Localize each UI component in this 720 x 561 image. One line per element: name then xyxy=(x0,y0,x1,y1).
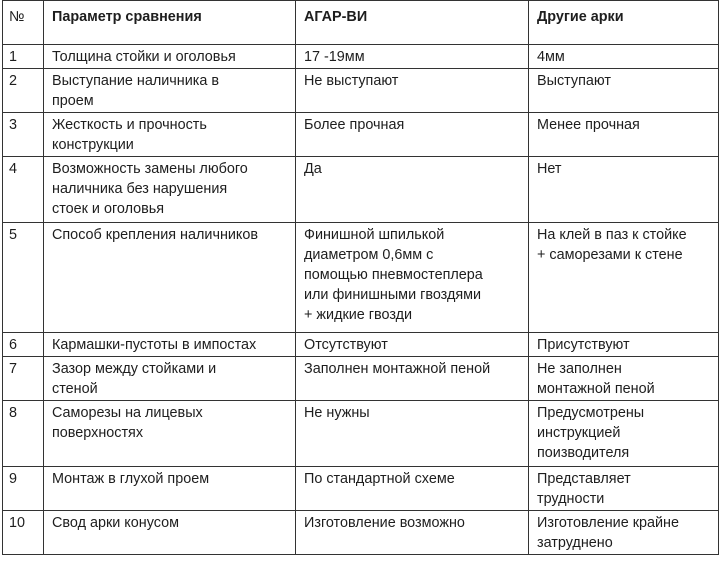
row-other: Присутствуют xyxy=(529,333,719,357)
table-row xyxy=(3,223,719,333)
row-param: Саморезы на лицевых поверхностях xyxy=(44,401,296,467)
row-num: 8 xyxy=(3,401,44,467)
row-other: Предусмотрены инструкцией поизводителя xyxy=(529,401,719,467)
row-num: 7 xyxy=(3,357,44,401)
row-num: 9 xyxy=(3,467,44,511)
row-param: Жесткость и прочность конструкции xyxy=(44,113,296,157)
row-num: 3 xyxy=(3,113,44,157)
row-agar: Финишной шпилькой диаметром 0,6мм с помощью пневмостеплера или финишными гвоздями + жидкие гвозди xyxy=(296,223,529,333)
row-other: Представляет трудности xyxy=(529,467,719,511)
table-row xyxy=(3,113,719,157)
table-row xyxy=(3,467,719,511)
row-param: Свод арки конусом xyxy=(44,511,296,555)
row-param: Монтаж в глухой проем xyxy=(44,467,296,511)
row-num: 2 xyxy=(3,69,44,113)
header-num: № xyxy=(3,1,44,45)
row-param: Зазор между стойками и стеной xyxy=(44,357,296,401)
header-param: Параметр сравнения xyxy=(44,1,296,45)
row-other: Выступают xyxy=(529,69,719,113)
row-num: 6 xyxy=(3,333,44,357)
table-row xyxy=(3,333,719,357)
row-agar: 17 -19мм xyxy=(296,45,529,69)
comparison-table xyxy=(2,0,719,555)
row-num: 4 xyxy=(3,157,44,223)
row-agar: Заполнен монтажной пеной xyxy=(296,357,529,401)
row-agar: Не выступают xyxy=(296,69,529,113)
table-row xyxy=(3,401,719,467)
row-param: Возможность замены любого наличника без нарушения стоек и оголовья xyxy=(44,157,296,223)
table-row xyxy=(3,511,719,555)
table-row xyxy=(3,157,719,223)
row-agar: Не нужны xyxy=(296,401,529,467)
row-other: Не заполнен монтажной пеной xyxy=(529,357,719,401)
table-header-row xyxy=(3,1,719,45)
table-row xyxy=(3,45,719,69)
row-param: Кармашки-пустоты в импостах xyxy=(44,333,296,357)
row-other: 4мм xyxy=(529,45,719,69)
row-param: Толщина стойки и оголовья xyxy=(44,45,296,69)
row-other: Нет xyxy=(529,157,719,223)
row-other: На клей в паз к стойке + саморезами к стене xyxy=(529,223,719,333)
row-agar: Отсутствуют xyxy=(296,333,529,357)
row-param: Выступание наличника в проем xyxy=(44,69,296,113)
row-agar: Более прочная xyxy=(296,113,529,157)
row-num: 10 xyxy=(3,511,44,555)
table-row xyxy=(3,357,719,401)
table-row xyxy=(3,69,719,113)
row-agar: По стандартной схеме xyxy=(296,467,529,511)
header-agar: АГАР-ВИ xyxy=(296,1,529,45)
header-other: Другие арки xyxy=(529,1,719,45)
row-agar: Изготовление возможно xyxy=(296,511,529,555)
row-other: Изготовление крайне затруднено xyxy=(529,511,719,555)
row-num: 5 xyxy=(3,223,44,333)
row-other: Менее прочная xyxy=(529,113,719,157)
row-num: 1 xyxy=(3,45,44,69)
row-param: Способ крепления наличников xyxy=(44,223,296,333)
row-agar: Да xyxy=(296,157,529,223)
